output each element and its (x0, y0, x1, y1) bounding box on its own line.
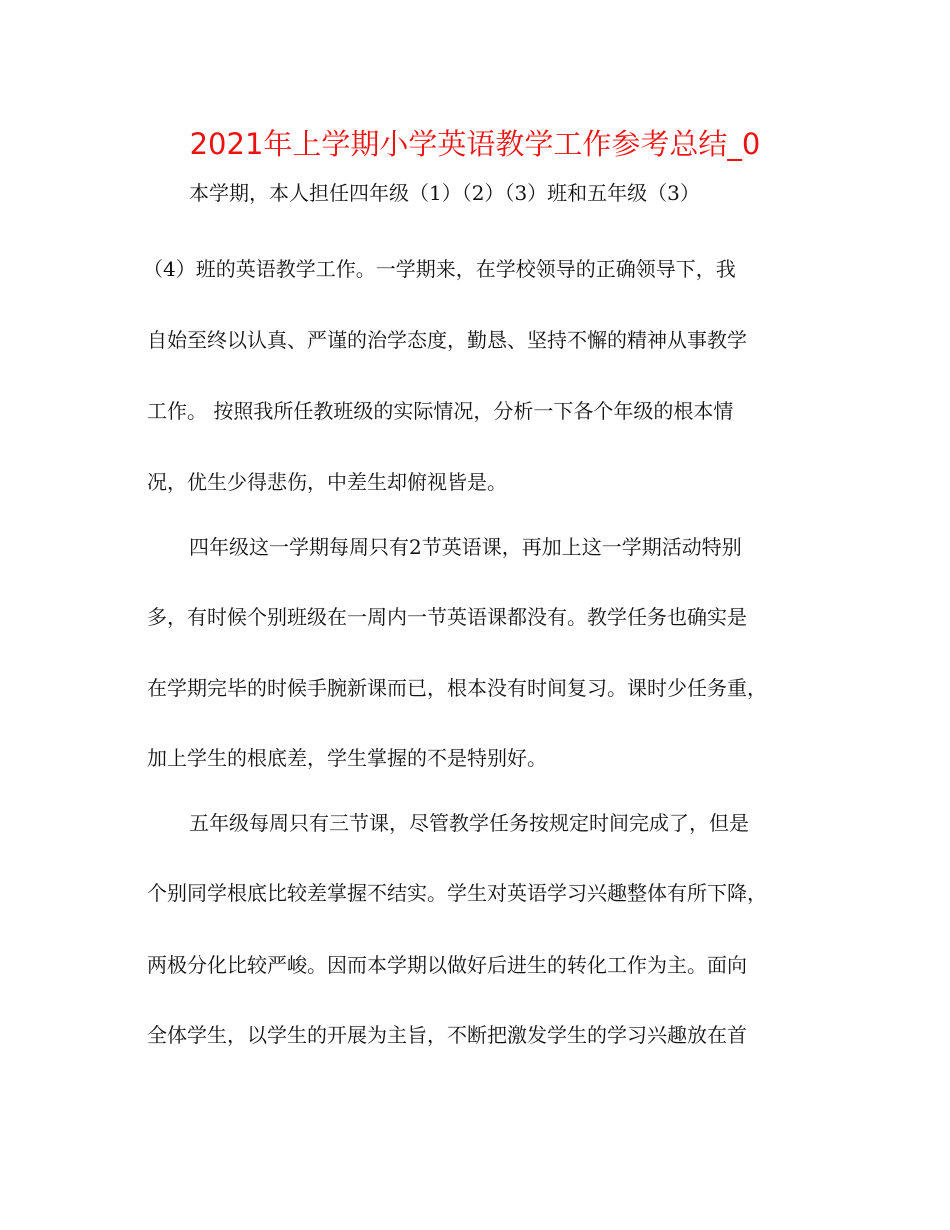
paragraph-2-line-2: 多，有时候个别班级在一周内一节英语课都没有。教学任务也确实是 (147, 605, 747, 629)
paragraph-2-line-1: 四年级这一学期每周只有2节英语课，再加上这一学期活动特别 (189, 535, 742, 559)
paragraph-1-line-2: （4）班的英语教学工作。一学期来，在学校领导的正确领导下，我 (143, 257, 736, 281)
paragraph-3-line-2: 个别同学根底比较差掌握不结实。学生对英语学习兴趣整体有所下降， (147, 881, 767, 905)
paragraph-2-line-4: 加上学生的根底差，学生掌握的不是特别好。 (147, 746, 547, 770)
paragraph-1-line-3: 自始至终以认真、严谨的治学态度，勤恳、坚持不懈的精神从事教学 (147, 328, 747, 352)
paragraph-3-line-4: 全体学生，以学生的开展为主旨，不断把激发学生的学习兴趣放在首 (147, 1023, 747, 1047)
document-title: 2021年上学期小学英语教学工作参考总结_0 (189, 127, 761, 161)
paragraph-2-line-3: 在学期完毕的时候手腕新课而已，根本没有时间复习。课时少任务重， (147, 676, 767, 700)
paragraph-3-line-1: 五年级每周只有三节课，尽管教学任务按规定时间完成了，但是 (189, 811, 749, 835)
paragraph-1-line-5: 况，优生少得悲伤，中差生却俯视皆是。 (147, 470, 507, 494)
paragraph-3-line-3: 两极分化比较严峻。因而本学期以做好后进生的转化工作为主。面向 (147, 953, 747, 977)
paragraph-1-line-1: 本学期，本人担任四年级（1）（2）（3）班和五年级（3） (189, 181, 700, 205)
paragraph-1-line-4: 工作。 按照我所任教班级的实际情况，分析一下各个年级的根本情 (147, 399, 734, 423)
